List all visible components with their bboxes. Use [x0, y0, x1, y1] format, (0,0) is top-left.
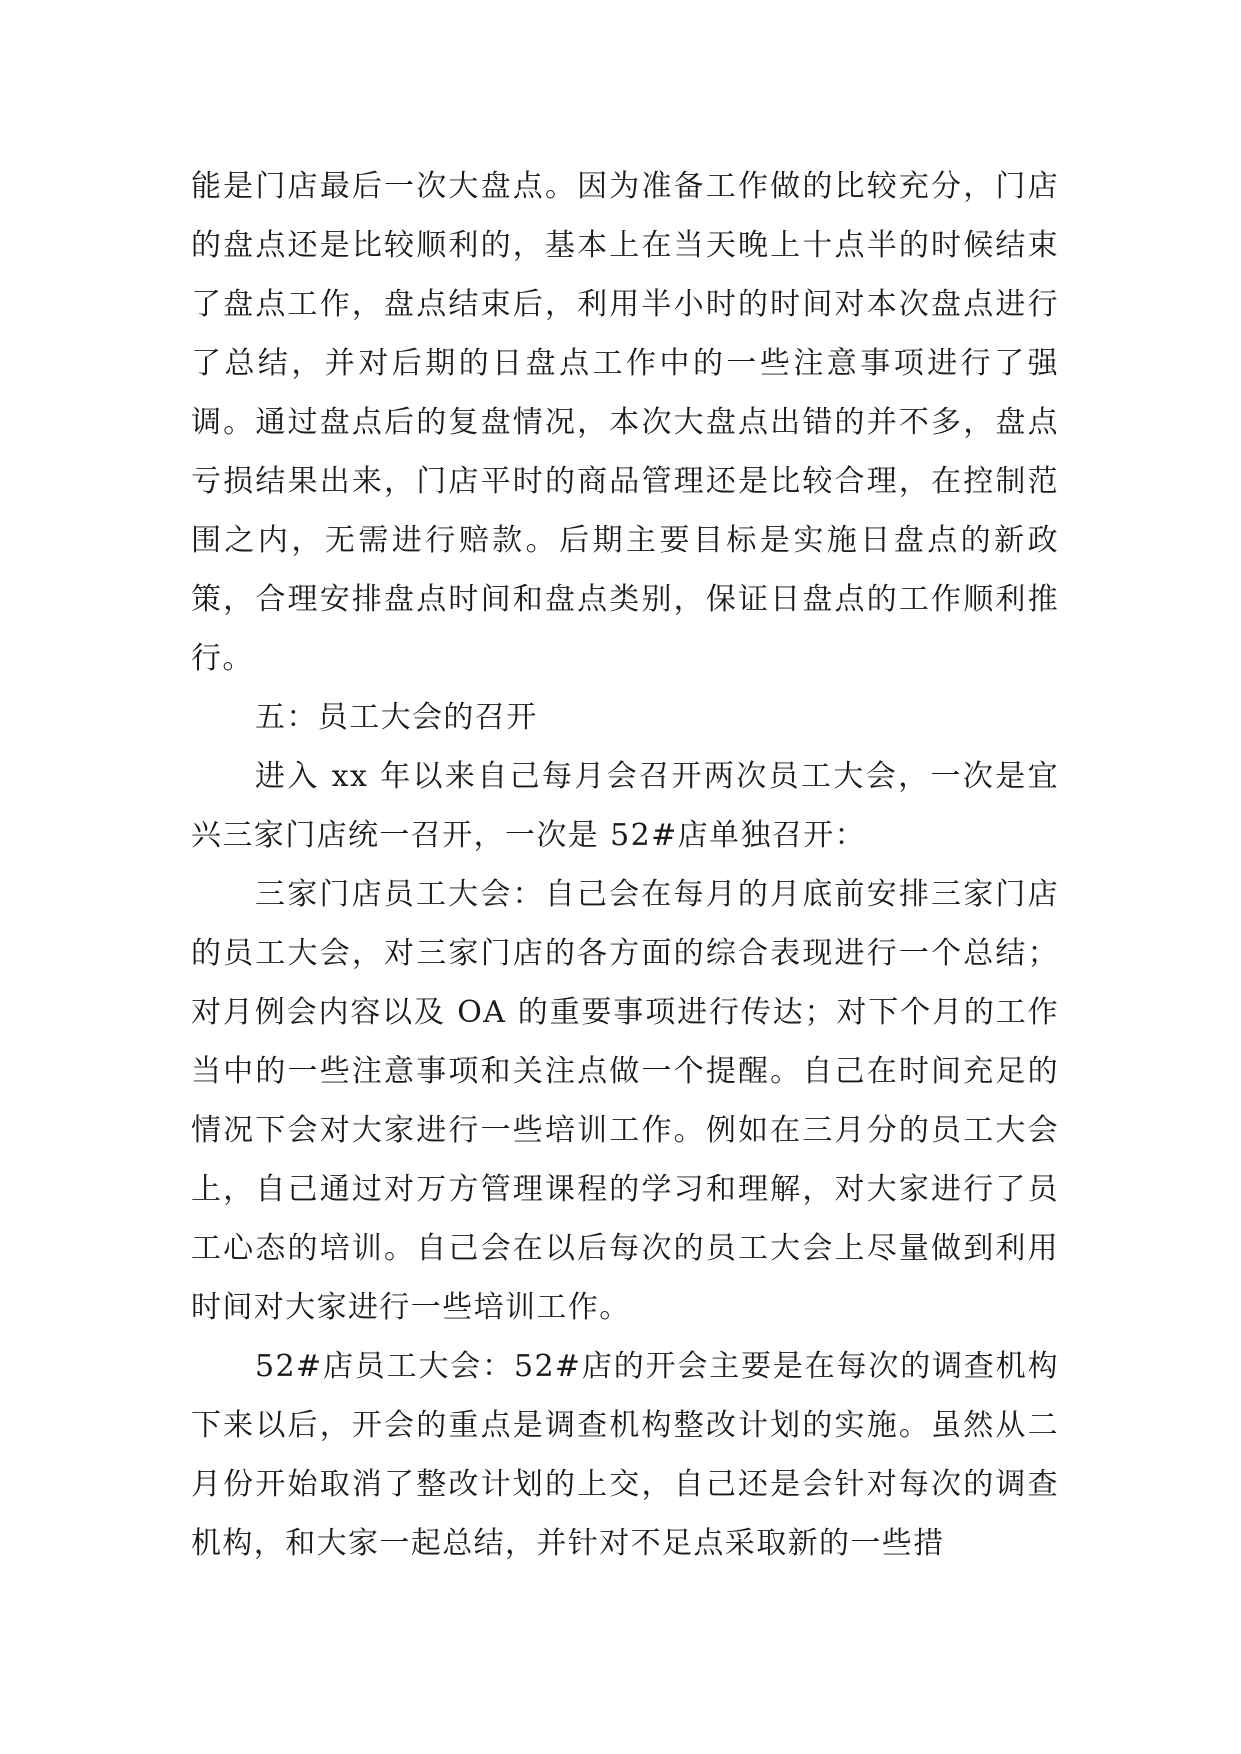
- paragraph-meeting-overview: 进入 xx 年以来自己每月会召开两次员工大会，一次是宜兴三家门店统一召开，一次是 52#店单独召开：: [191, 759, 1059, 853]
- paragraph-three-stores-meeting: 三家门店员工大会：自己会在每月的月底前安排三家门店的员工大会，对三家门店的各方面的综合表现进行一个总结；对月例会内容以及 OA 的重要事项进行传达；对下个月的工作当中的一些注意事项和关注点做一个提醒。自己在时间充足的情况下会对大家进行一些培训工作。例如在三月分的员工大会上，自己通过对万方管理课程的学习和理解，对大家进行了员工心态的培训。自己会在以后每次的员工大会上尽量做到利用时间对大家进行一些培训工作。: [191, 877, 1059, 1325]
- paragraph-store-52-meeting: 52#店员工大会：52#店的开会主要是在每次的调查机构下来以后，开会的重点是调查机构整改计划的实施。虽然从二月份开始取消了整改计划的上交，自己还是会针对每次的调查机构，和大家一起总结，并针对不足点采取新的一些措: [191, 1349, 1059, 1561]
- section-heading-staff-meeting: 五：员工大会的召开: [255, 700, 538, 735]
- document-body: [191, 157, 1059, 1573]
- paragraph-inventory-summary: 能是门店最后一次大盘点。因为准备工作做的比较充分，门店的盘点还是比较顺利的，基本上在当天晚上十点半的时候结束了盘点工作，盘点结束后，利用半小时的时间对本次盘点进行了总结，并对后期的日盘点工作中的一些注意事项进行了强调。通过盘点后的复盘情况，本次大盘点出错的并不多，盘点亏损结果出来，门店平时的商品管理还是比较合理，在控制范围之内，无需进行赔款。后期主要目标是实施日盘点的新政策，合理安排盘点时间和盘点类别，保证日盘点的工作顺利推行。: [191, 169, 1059, 676]
